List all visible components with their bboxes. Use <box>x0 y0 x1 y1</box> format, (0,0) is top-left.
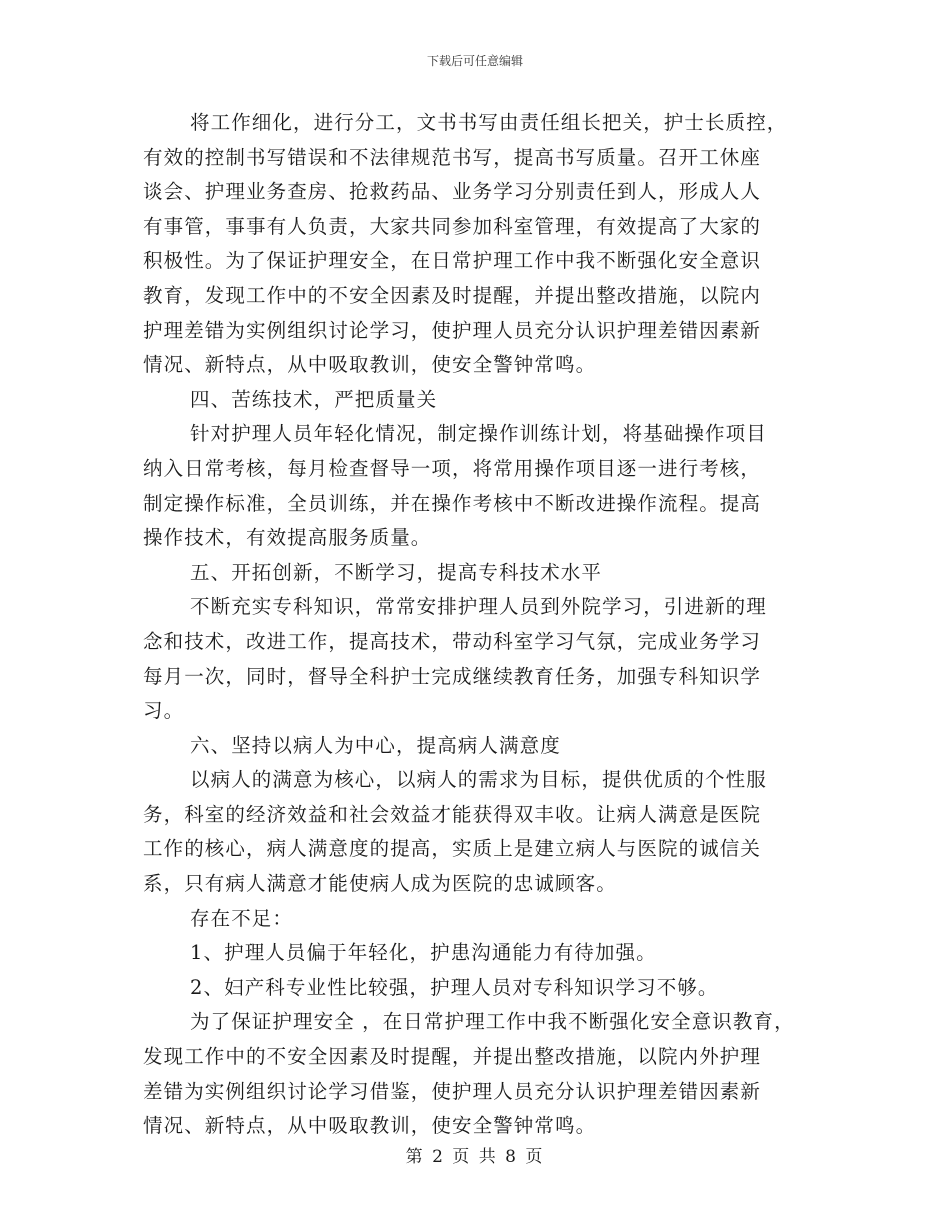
paragraph-line: 系，只有病人满意才能使病人成为医院的忠诚顾客。 <box>143 872 617 896</box>
paragraph-line: 为了保证护理安全 ，在日常护理工作中我不断强化安全意识教育， <box>190 1010 795 1034</box>
page-number: 第 2 页 共 8 页 <box>405 1147 545 1167</box>
paragraph-line: 纳入日常考核，每月检查督导一项，将常用操作项目逐一进行考核， <box>143 456 762 480</box>
page-header-note: 下载后可任意编辑 <box>426 54 523 68</box>
paragraph-line: 将工作细化，进行分工，文书书写由责任组长把关，护士长质控， <box>190 111 788 134</box>
section-heading: 存在不足： <box>190 906 294 930</box>
section-heading: 六、坚持以病人为中心，提高病人满意度 <box>190 733 561 757</box>
paragraph-line: 教育，发现工作中的不安全因素及时提醒，并提出整改措施，以院内 <box>143 283 762 307</box>
paragraph-line: 情况、新特点，从中吸取教训，使安全警钟常鸣。 <box>143 353 597 377</box>
paragraph-line: 工作的核心，病人满意度的提高，实质上是建立病人与医院的诚信关 <box>143 837 762 861</box>
paragraph-line: 差错为实例组织讨论学习借鉴，使护理人员充分认识护理差错因素新 <box>143 1079 762 1103</box>
paragraph-line: 务，科室的经济效益和社会效益才能获得双丰收。让病人满意是医院 <box>143 802 762 826</box>
paragraph-line: 不断充实专科知识，常常安排护理人员到外院学习，引进新的理 <box>190 595 767 619</box>
paragraph-line: 每月一次，同时，督导全科护士完成继续教育任务，加强专科知识学 <box>143 664 762 688</box>
paragraph-line: 针对护理人员年轻化情况，制定操作训练计划，将基础操作项目 <box>190 422 767 446</box>
section-heading: 四、苦练技术，严把质量关 <box>190 387 438 411</box>
list-item: 1、护理人员偏于年轻化，护患沟通能力有待加强。 <box>190 941 657 965</box>
paragraph-line: 谈会、护理业务查房、抢救药品、业务学习分别责任到人，形成人人 <box>143 180 762 204</box>
paragraph-line: 操作技术，有效提高服务质量。 <box>143 526 432 550</box>
paragraph-line: 发现工作中的不安全因素及时提醒，并提出整改措施，以院内外护理 <box>143 1045 762 1069</box>
paragraph-line: 有效的控制书写错误和不法律规范书写，提高书写质量。召开工休座 <box>143 145 762 169</box>
paragraph-line: 念和技术，改进工作，提高技术，带动科室学习气氛，完成业务学习 <box>143 629 762 653</box>
section-heading: 五、开拓创新，不断学习，提高专科技术水平 <box>190 560 603 584</box>
list-item: 2、妇产科专业性比较强，护理人员对专科知识学习不够。 <box>190 975 719 999</box>
paragraph-line: 以病人的满意为核心，以病人的需求为目标，提供优质的个性服 <box>190 768 767 792</box>
paragraph-line: 制定操作标准，全员训练，并在操作考核中不断改进操作流程。提高 <box>143 491 762 515</box>
document-body <box>143 106 833 1144</box>
paragraph-line: 积极性。为了保证护理安全，在日常护理工作中我不断强化安全意识 <box>143 249 762 273</box>
paragraph-line: 有事管，事事有人负责，大家共同参加科室管理，有效提高了大家的 <box>143 214 762 238</box>
paragraph-line: 情况、新特点，从中吸取教训，使安全警钟常鸣。 <box>143 1114 597 1138</box>
paragraph-line: 护理差错为实例组织讨论学习，使护理人员充分认识护理差错因素新 <box>143 318 762 342</box>
paragraph-line: 习。 <box>143 699 185 723</box>
